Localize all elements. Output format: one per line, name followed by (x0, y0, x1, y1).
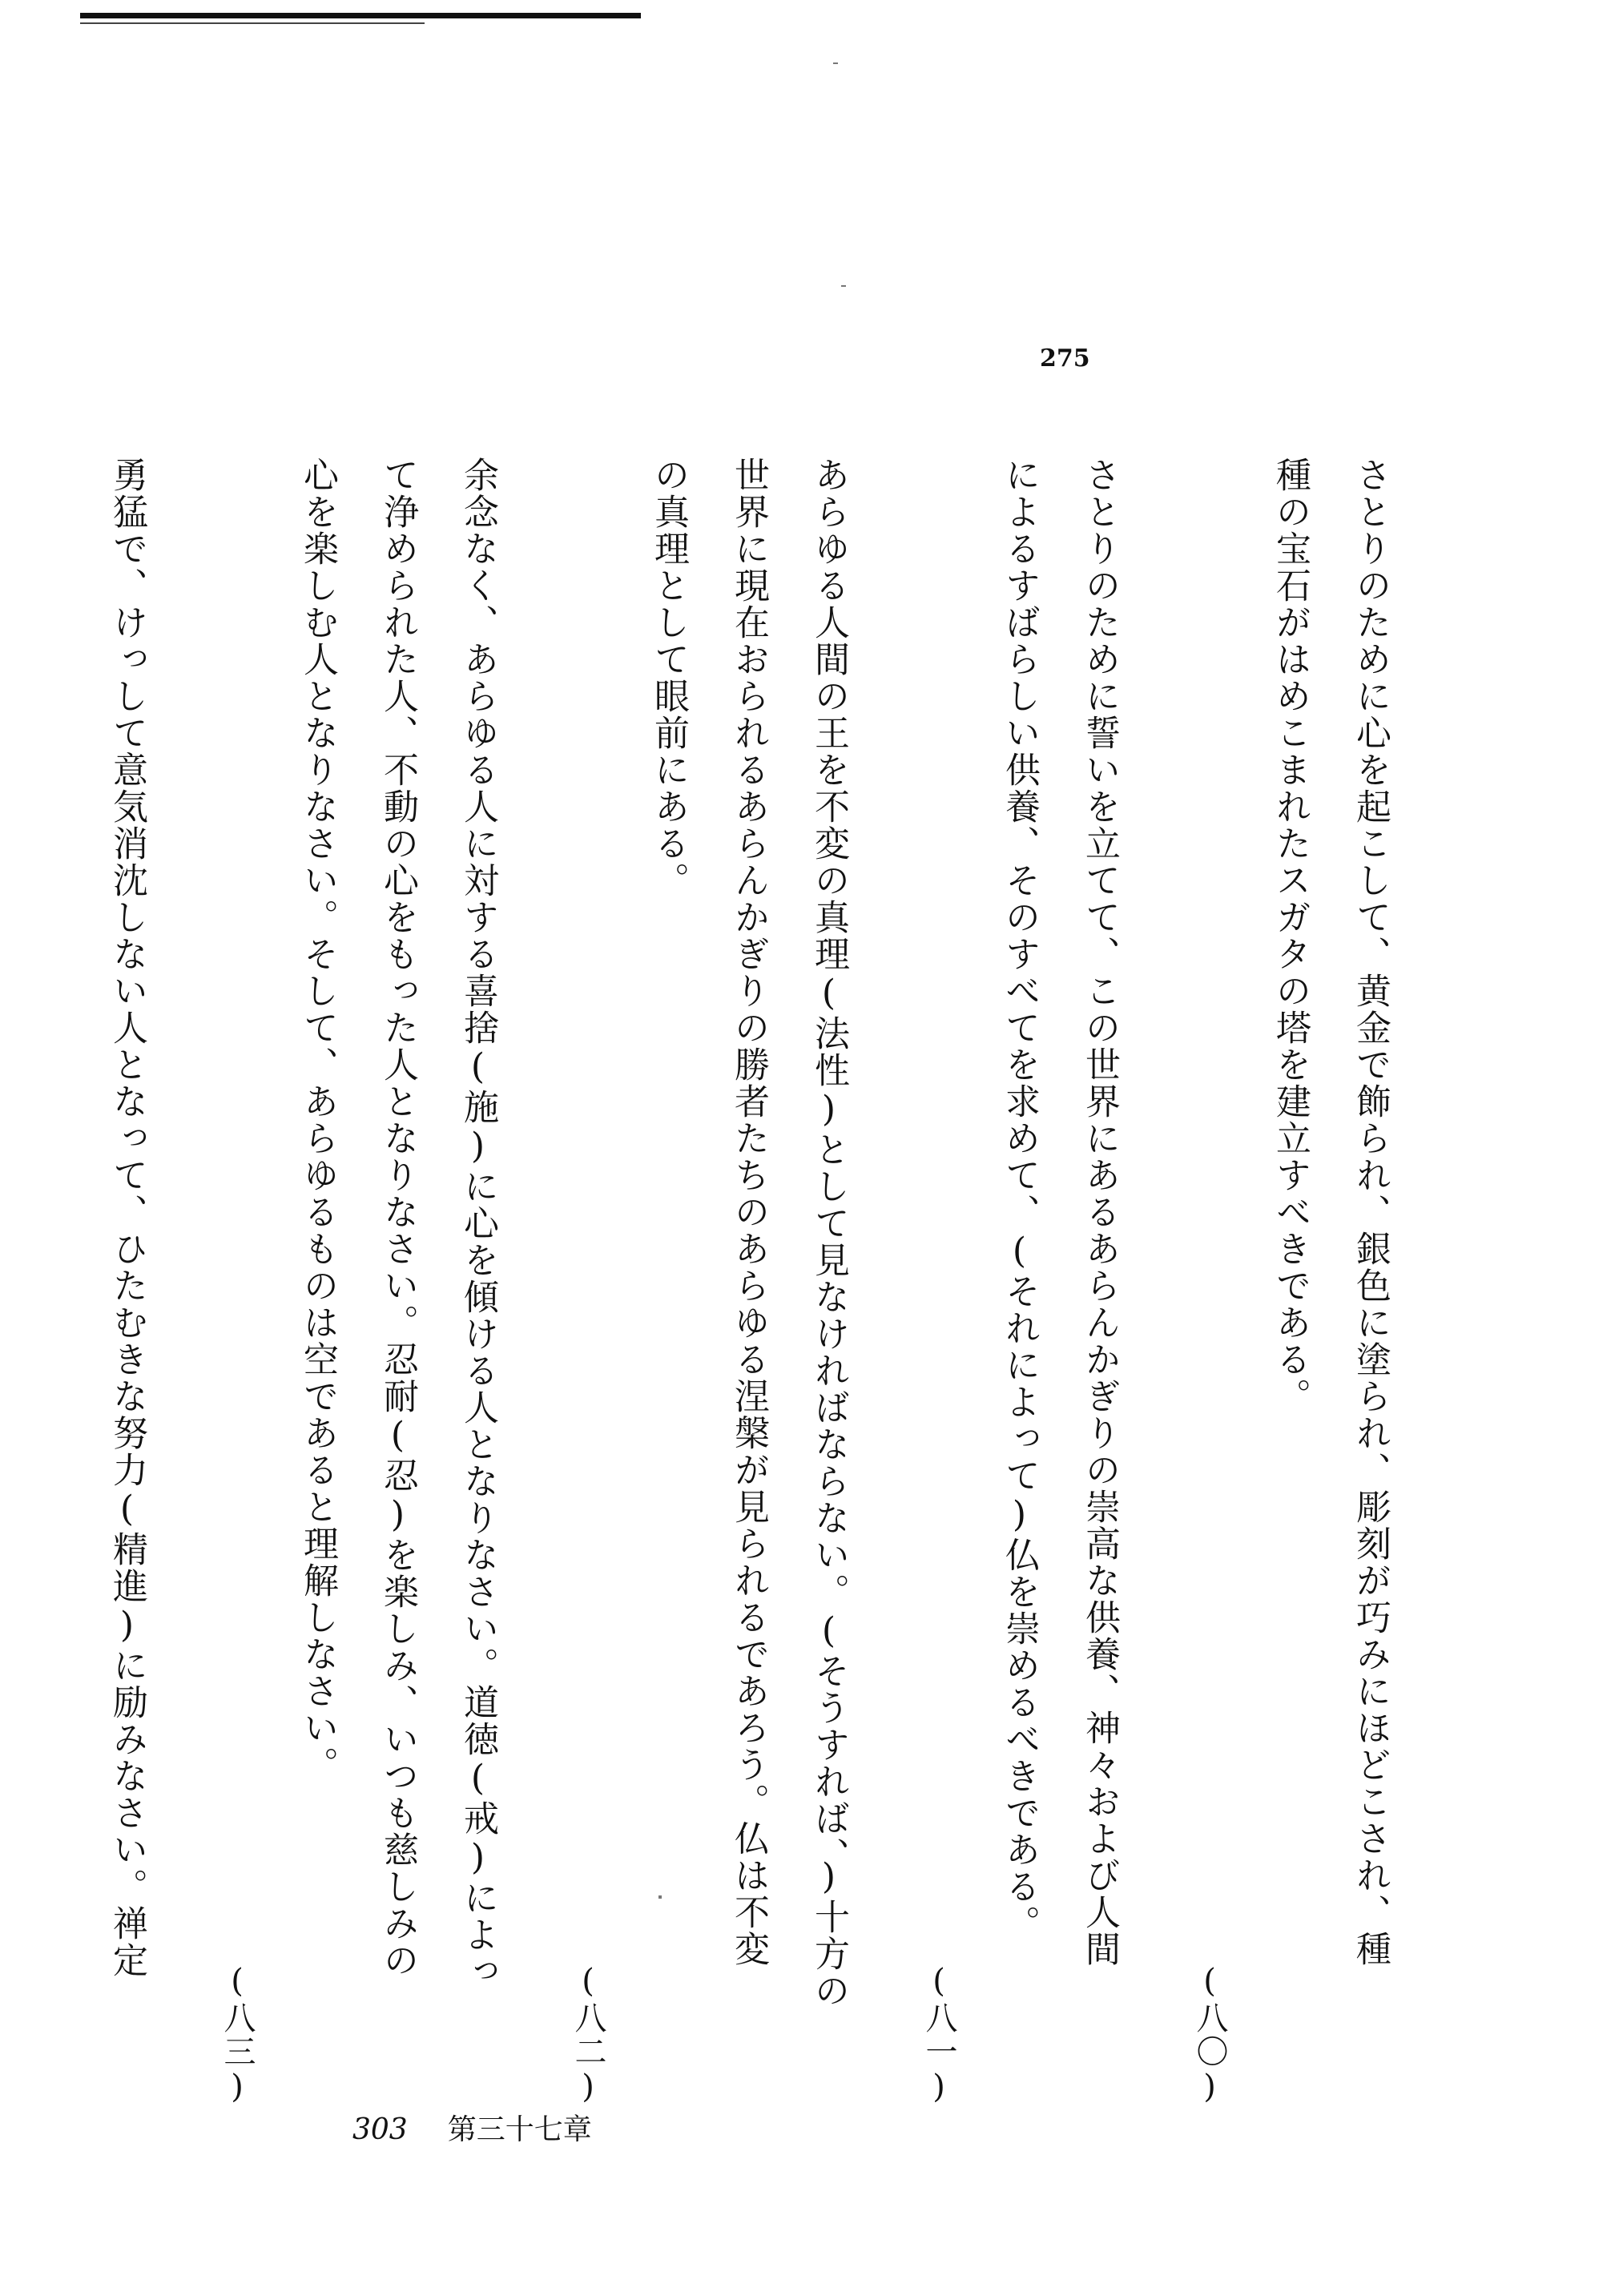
verse-line: 種の宝石がはめこまれたスガタの塔を建立すべきである。 (1270, 457, 1311, 1415)
verse-number: (八一) (920, 1963, 957, 2107)
verse-84 (87, 457, 167, 2107)
verse-line: さとりのために心を起こして、黄金で飾られ、銀色に塗られ、彫刻が巧みにほどこされ、種 (1350, 457, 1391, 1968)
verse-81 (899, 457, 1139, 2107)
verse-number: (八〇) (1191, 1963, 1228, 2107)
verse-line: さとりのために誓いを立てて、この世界にあるあらんかぎりの崇高な供養、神々および人間 (1079, 457, 1120, 1968)
verse-82 (548, 457, 868, 2107)
verse-line: 心を楽しむ人となりなさい。そして、あらゆるものは空であると理解しなさい。 (297, 457, 338, 1783)
verse-line: て浄められた人、不動の心をもった人となりなさい。忍耐(忍)を楽しみ、いつも慈しみの (377, 457, 418, 1979)
top-rule (80, 13, 641, 18)
page-number: 275 (1040, 344, 1090, 373)
verse-number: (八二) (570, 1963, 606, 2107)
verse-line: によるすばらしい供養、そのすべてを求めて、(それによって)仏を崇めるべきである。 (999, 457, 1040, 1942)
scan-speck (841, 285, 846, 287)
vertical-text-body (107, 457, 1410, 2107)
chapter-title: 第三十七章 (447, 2113, 592, 2146)
verse-line: あらゆる人間の王を不変の真理(法性)として見なければならない。(そうすれば、)十方の (808, 457, 849, 2009)
scan-speck (833, 62, 838, 64)
verse-line: 世界に現在おられるあらんかぎりの勝者たちのあらゆる涅槃が見られるであろう。仏は不変 (728, 457, 769, 1968)
verse-line: 勇猛で、けっして意気消沈しない人となって、ひたむきな努力(精進)に励みなさい。禅定 (107, 457, 147, 1979)
verse-number: (八三) (219, 1963, 256, 2107)
verse-line: 余念なく、あらゆる人に対する喜捨(施)に心を傾ける人となりなさい。道徳(戒)によっ (457, 457, 498, 1990)
folio-number: 303 (352, 2113, 408, 2146)
verse-line: の真理として眼前にある。 (648, 457, 689, 899)
verse-83 (197, 457, 518, 2107)
top-rule-thin (80, 22, 425, 24)
page-footer (352, 2107, 592, 2148)
verse-80 (1170, 457, 1410, 2107)
